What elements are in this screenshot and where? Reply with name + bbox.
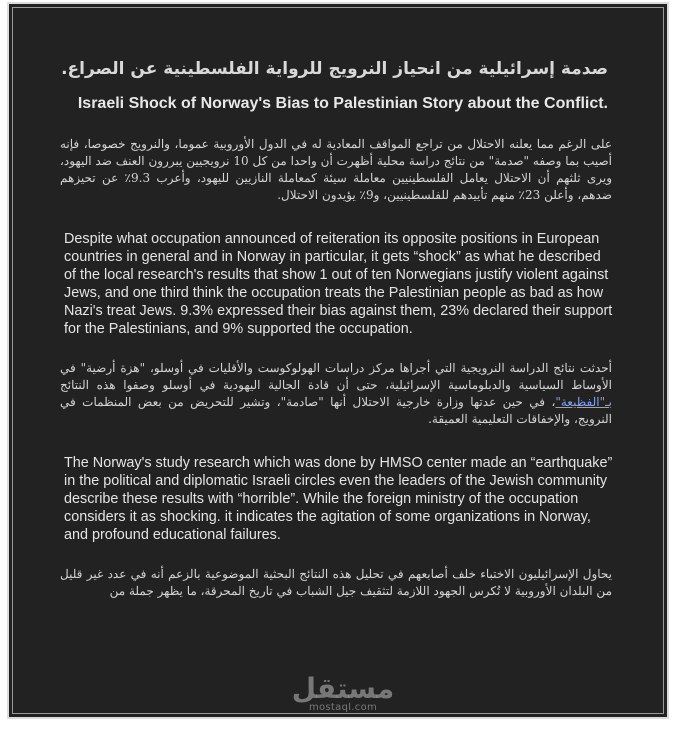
paragraph-arabic-2-text-after: ، في حين عدتها وزارة خارجية الاحتلال أنها "صادمة"، وتشير للتحريض من بعض المنظمات في النرويج، والإخفاقات التعليمية العميقة.: [60, 395, 612, 426]
watermark-english-text: mostaql.com: [308, 702, 378, 713]
paragraph-arabic-2-text-before: أحدثت نتائج الدراسة النرويجية التي أجراها مركز دراسات الهولوكوست والأقليات في أوسلو، "هزة أرضية" في الأوساط السياسية والدبلوماسية الإسرائيلية، حتى أن قادة الجالية اليهودية في أوسلو وصفوا هذه النتائج: [60, 361, 612, 392]
paragraph-english-2: The Norway's study research which was done by HMSO center made an “earthquake” in the political and diplomatic Israeli circles even the leaders of the Jewish community describe these results with “horrible”. While the foreign ministry of the occupation considers it as shocking. it indicates the agitation of some organizations in Norway, and profound educational failures.: [64, 455, 613, 543]
article-title-english: Israeli Shock of Norway's Bias to Palestinian Story about the Conflict.: [77, 95, 608, 112]
watermark-arabic-text: مستقل: [291, 672, 395, 705]
horrible-link[interactable]: بـ"الفظيعة": [555, 395, 612, 409]
paragraph-arabic-2: [60, 360, 612, 428]
mostaql-watermark: [288, 672, 398, 724]
paragraph-english-1: Despite what occupation announced of reiteration its opposite positions in European countries in general and in Norway in particular, it gets “shock” as what he described of the local research's results that show 1 out of ten Norwegians justify violent against Jews, and one third think the occupation treats the Palestinian people as bad as how Nazi's treat Jews. 9.3% expressed their bias against them, 23% declared their support for the Palestinians, and 9% supported the occupation.: [64, 231, 613, 337]
paragraph-arabic-1: على الرغم مما يعلنه الاحتلال من تراجع المواقف المعادية له في الدول الأوروبية عموما، والنرويج خصوصا، فإنه أصيب بما وصفه "صدمة" من نتائج دراسة محلية أظهرت أن واحدا من كل 10 نرويجيين يبررون العنف ضد اليهود، ويرى ثلثهم أن الاحتلال يعامل الفلسطينيين معاملة سيئة كمعاملة النازيين لليهود، وأعرب 9.3٪ عن تحيزهم ضدهم، وأعلن 23٪ منهم تأييدهم للفلسطينيين، و9٪ يؤيدون الاحتلال.: [60, 137, 613, 202]
article-title-arabic: صدمة إسرائيلية من انحياز النرويج للرواية الفلسطينية عن الصراع.: [61, 59, 608, 79]
article-content: [58, 48, 614, 626]
paragraph-arabic-3: يحاول الإسرائيليون الاختباء خلف أصابعهم في تحليل هذه النتائج البحثية الموضوعية بالزعم أنه في عدد غير قليل من البلدان الأوروبية لا تُكرس الجهود اللازمة لتثقيف جيل الشباب في تاريخ المحرقة، ما يظهر جملة من: [60, 567, 612, 598]
